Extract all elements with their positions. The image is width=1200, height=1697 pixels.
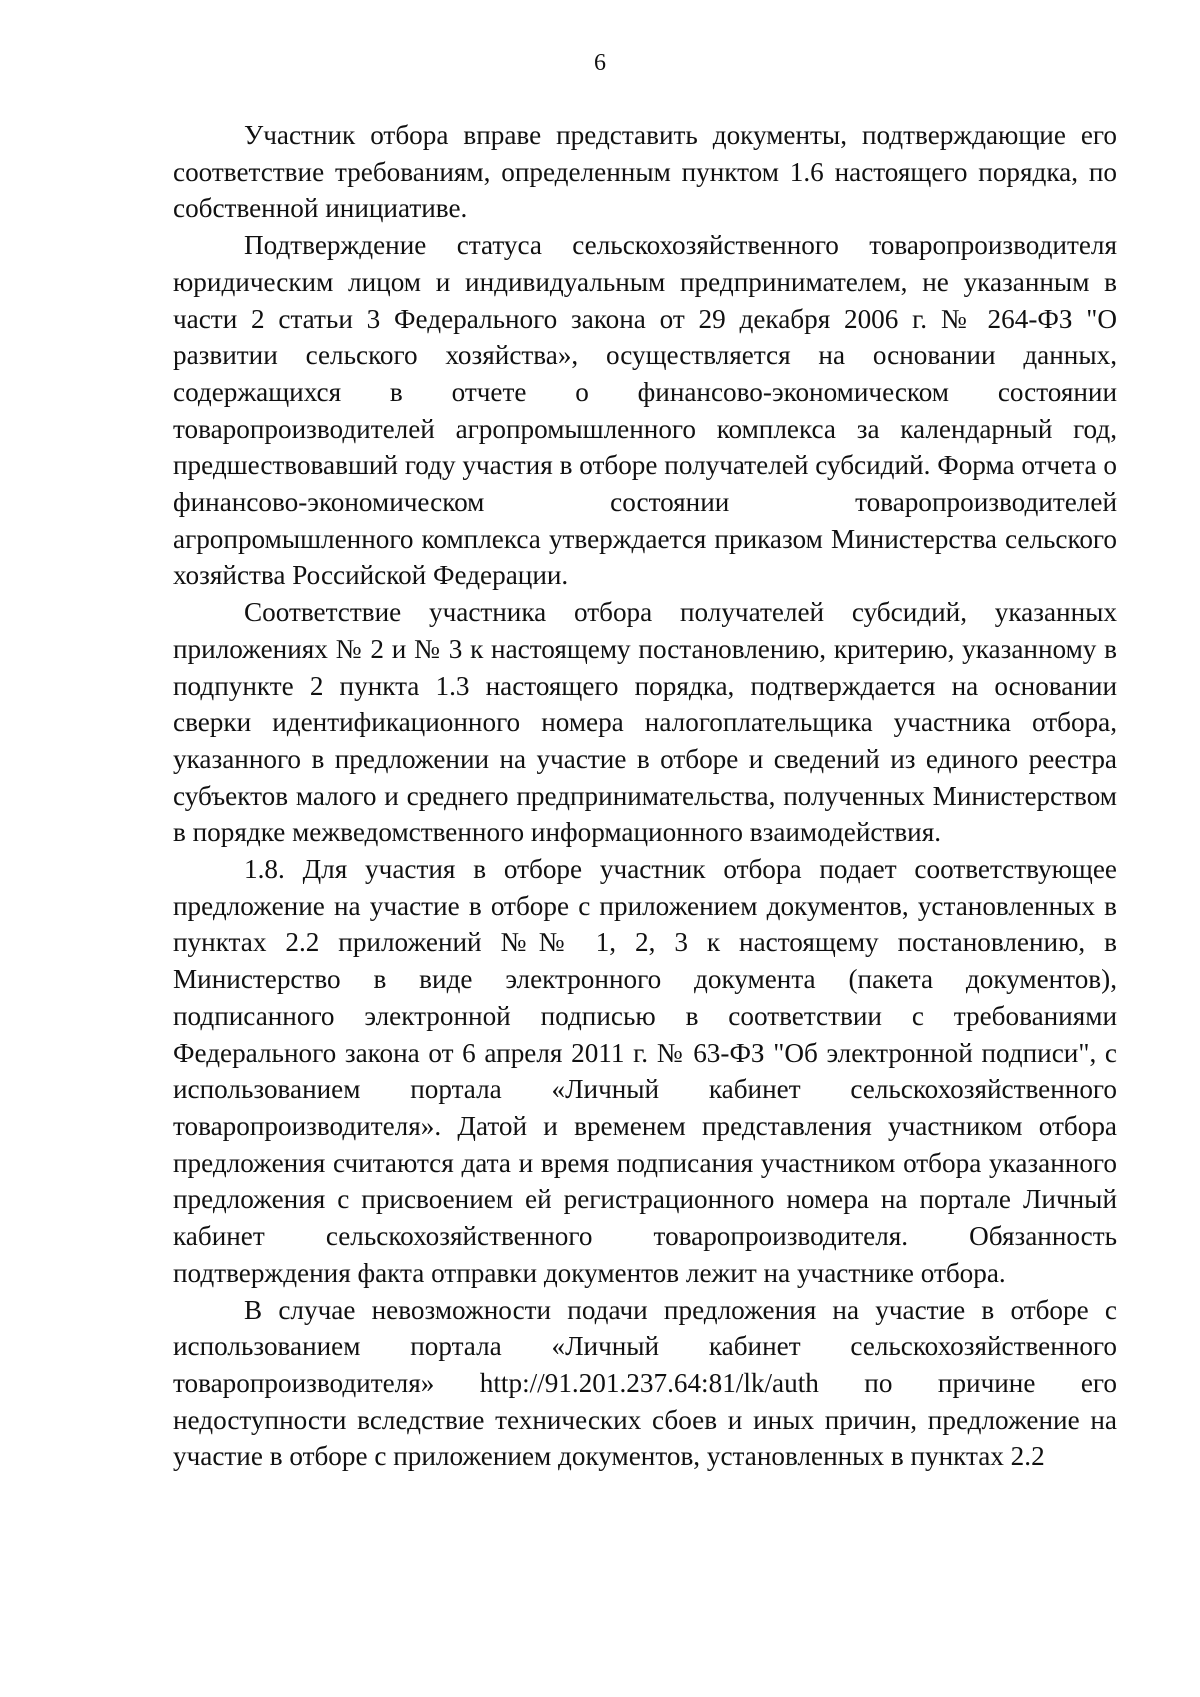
paragraph-section-1-8: 1.8. Для участия в отборе участник отбора подает соответствующее предложение на участие в отборе с приложением документов, установленных в пунктах 2.2 приложений №№ 1, 2, 3 к настоящему постановлению, в Министерство в виде электронного документа (пакета документов), подписанного электронной подписью в соответствии с требованиями Федерального закона от 6 апреля 2011 г. № 63-ФЗ "Об электронной подписи", с использованием портала «Личный кабинет сельскохозяйственного товаропроизводителя». Датой и временем представления участником отбора предложения считаются дата и время подписания участником отбора указанного предложения с присвоением ей регистрационного номера на портале Личный кабинет сельскохозяйственного товаропроизводителя. Обязанность подтверждения факта отправки документов лежит на участнике отбора. xyxy=(173,854,1117,1288)
paragraph-portal-unavailable: В случае невозможности подачи предложения на участие в отборе с использованием портала «Личный кабинет сельскохозяйственного товаропроизводителя» http://91.201.237.64:81/lk/auth по причине его недоступности вследствие технических сбоев и иных причин, предложение на участие в отборе с приложением документов, установленных в пунктах 2.2 xyxy=(173,1294,1117,1472)
paragraph-status-confirmation: Подтверждение статуса сельскохозяйственного товаропроизводителя юридическим лицом и индивидуальным предпринимателем, не указанным в части 2 статьи 3 Федерального закона от 29 декабря 2006 г. № 264-ФЗ "О развитии сельского хозяйства», осуществляется на основании данных, содержащихся в отчете о финансово-экономическом состоянии товаропроизводителей агропромышленного комплекса за календарный год, предшествовавший году участия в отборе получателей субсидий. Форма отчета о финансово-экономическом состоянии товаропроизводителей агропромышленного комплекса утверждается приказом Министерства сельского хозяйства Российской Федерации. xyxy=(173,230,1117,591)
page-number: 6 xyxy=(594,50,606,76)
paragraph-criteria-compliance: Соответствие участника отбора получателей субсидий, указанных приложениях № 2 и № 3 к настоящему постановлению, критерию, указанному в подпункте 2 пункта 1.3 настоящего порядка, подтверждается на основании сверки идентификационного номера налогоплательщика участника отбора, указанного в предложении на участие в отборе и сведений из единого реестра субъектов малого и среднего предпринимательства, полученных Министерством в порядке межведомственного информационного взаимодействия. xyxy=(173,597,1117,848)
paragraph-participant-right: Участник отбора вправе представить документы, подтверждающие его соответствие требованиям, определенным пунктом 1.6 настоящего порядка, по собственной инициативе. xyxy=(173,120,1117,224)
document-body xyxy=(173,117,1117,1475)
